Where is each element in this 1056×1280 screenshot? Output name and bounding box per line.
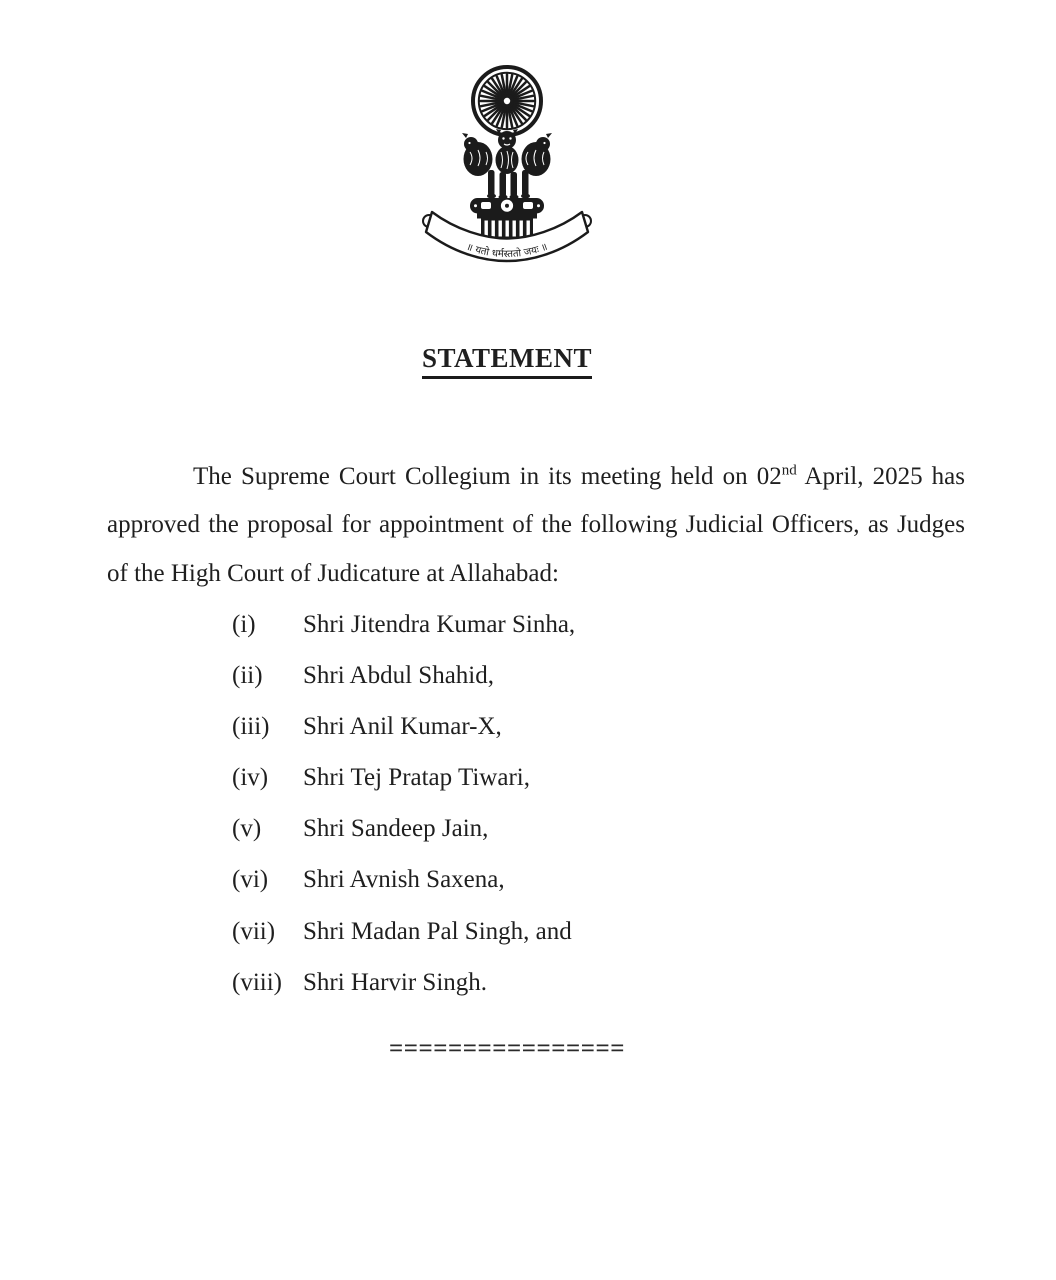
appointee-name: Shri Harvir Singh. (303, 968, 488, 996)
intro-text-after-superscript: April, 2025 has approved the proposal for appointment of the following Judicial Officers, as Judges of the High Court of Judicature at Allahabad: (107, 463, 966, 587)
ashoka-chakra-icon (473, 67, 541, 135)
appointee-name: Shri Abdul Shahid, (303, 662, 494, 690)
appointee-name: Shri Anil Kumar-X, (303, 713, 502, 741)
list-item (232, 957, 832, 1008)
supreme-court-emblem-icon (416, 60, 598, 268)
list-item (232, 803, 832, 854)
appointee-name: Shri Avnish Saxena, (303, 866, 505, 894)
abacus-frieze-icon (470, 198, 544, 214)
item-number: (viii) (232, 968, 282, 996)
appointee-name: Shri Madan Pal Singh, and (303, 917, 572, 945)
item-number: (vi) (232, 866, 269, 894)
item-number: (ii) (232, 662, 263, 690)
list-item (232, 701, 832, 752)
end-separator: ================ (389, 1035, 625, 1062)
lion-capital-icon (462, 129, 552, 200)
list-item (232, 854, 832, 905)
appointee-name: Shri Tej Pratap Tiwari, (303, 764, 530, 792)
list-item (232, 599, 832, 650)
item-number: (vii) (232, 917, 276, 945)
list-item (232, 752, 832, 803)
appointee-name: Shri Sandeep Jain, (303, 815, 489, 843)
item-number: (iv) (232, 764, 269, 792)
list-item (232, 906, 832, 957)
document-title-wrap (0, 343, 1014, 379)
intro-text-before-superscript: The Supreme Court Collegium in its meeting held on 02 (193, 463, 782, 490)
appointee-name: Shri Jitendra Kumar Sinha, (303, 611, 576, 638)
appointee-list (232, 599, 832, 1008)
intro-paragraph (107, 453, 965, 598)
document-title: STATEMENT (422, 343, 592, 379)
list-item (232, 650, 832, 701)
ordinal-superscript: nd (781, 462, 797, 479)
item-number: (iii) (232, 713, 270, 741)
item-number: (i) (232, 611, 256, 638)
motto-text: ॥ यतो धर्मस्ततो जयः ॥ (464, 241, 550, 261)
item-number: (v) (232, 815, 262, 843)
